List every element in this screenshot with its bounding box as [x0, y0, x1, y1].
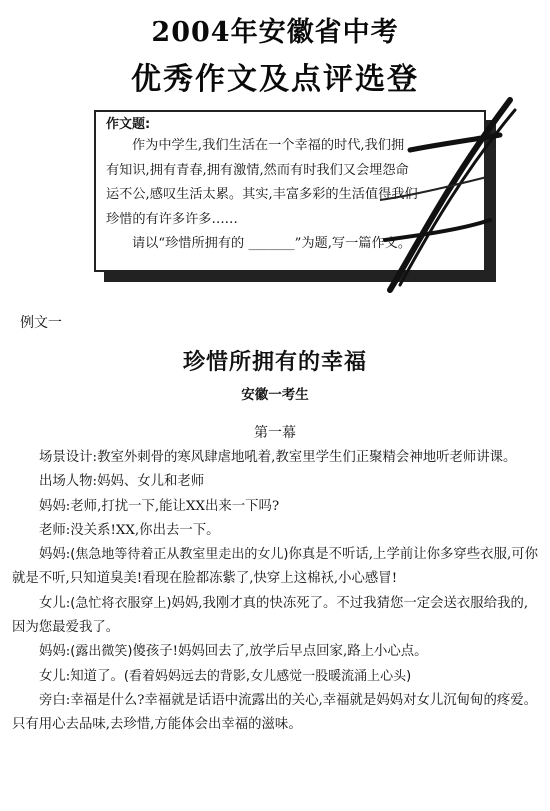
act-heading: 第一幕 [254, 425, 296, 441]
paragraph-text: 你真是不听话,上学前让你多穿些衣服,可你就是不听,只知道臭美!看现在脸都冻紫了,快穿上这棉袄,小心感冒! [12, 547, 538, 587]
paragraph [12, 640, 540, 664]
paragraph [12, 446, 540, 470]
instruction-before: 请以“珍惜所拥有的 [132, 236, 249, 251]
prompt-heading: 作文题: [106, 117, 151, 132]
paragraph-text: 没关系!XX,你出去一下。 [70, 522, 220, 538]
speaker-label: 旁白: [39, 692, 71, 708]
page-title-line2: 优秀作文及点评选登 [131, 62, 419, 97]
paragraph [12, 470, 540, 494]
paragraph-text: 老师,打扰一下,能让XX出来一下吗? [70, 498, 280, 514]
paragraph [12, 592, 540, 641]
speaker-label: 妈妈: [39, 547, 71, 563]
speaker-label: 场景设计: [39, 450, 98, 465]
instruction-blank: _______ [248, 236, 295, 251]
paragraph-text: 幸福是什么?幸福就是话语中流露出的关心,幸福就是妈妈对女儿沉甸甸的疼爱。只有用心去品味,去珍惜,方能体会出幸福的滋味。 [12, 692, 538, 733]
prompt-box [94, 110, 486, 272]
paragraph-text: 教室外刺骨的寒风肆虐地吼着,教室里学生们正聚精会神地听老师讲课。 [97, 450, 517, 465]
paragraph-text: 妈妈、女儿和老师 [97, 474, 205, 490]
essay-author: 安徽一考生 [241, 387, 309, 403]
paragraph-text: 知道了。 [70, 668, 124, 684]
prompt-line-4: 珍惜的有许多许多…… [106, 211, 238, 227]
speaker-label: 女儿: [39, 595, 71, 611]
paragraph-text: 傻孩子!妈妈回去了,放学后早点回家,路上小心点。 [132, 644, 428, 660]
paragraph [12, 519, 540, 543]
page-title-line1: 2004年安徽省中考 [151, 17, 399, 48]
essay-body [12, 446, 540, 738]
essay-title: 珍惜所拥有的幸福 [182, 350, 367, 375]
paragraph [12, 495, 540, 519]
example-label: 例文一 [20, 315, 62, 331]
prompt-line-3: 运不公,感叹生活太累。其实,丰富多彩的生活值得我们 [106, 187, 418, 202]
speaker-label: 老师: [39, 522, 71, 538]
paragraph-text: 妈妈,我刚才真的快冻死了。不过我猜您一定会送衣服给我的,因为您最爱我了。 [12, 595, 529, 636]
stage-direction: (露出微笑) [70, 644, 133, 660]
paragraph [12, 543, 540, 592]
speaker-label: 出场人物: [39, 474, 98, 490]
paragraph [12, 689, 540, 738]
instruction-after: ”为题,写一篇作文。 [294, 236, 412, 251]
speaker-label: 女儿: [39, 668, 71, 684]
speaker-label: 妈妈: [39, 498, 71, 514]
stage-direction: (焦急地等待着正从教室里走出的女儿) [70, 547, 289, 563]
paragraph [12, 665, 540, 689]
stage-direction: (看着妈妈远去的背影,女儿感觉一股暖流涌上心头) [123, 668, 412, 684]
prompt-line-2: 有知识,拥有青春,拥有激情,然而有时我们又会埋怨命 [106, 162, 409, 178]
speaker-label: 妈妈: [39, 644, 71, 660]
stage-direction: (急忙将衣服穿上) [70, 595, 172, 611]
prompt-line-1: 作为中学生,我们生活在一个幸福的时代,我们拥 [132, 138, 405, 153]
prompt-instruction [106, 232, 474, 257]
